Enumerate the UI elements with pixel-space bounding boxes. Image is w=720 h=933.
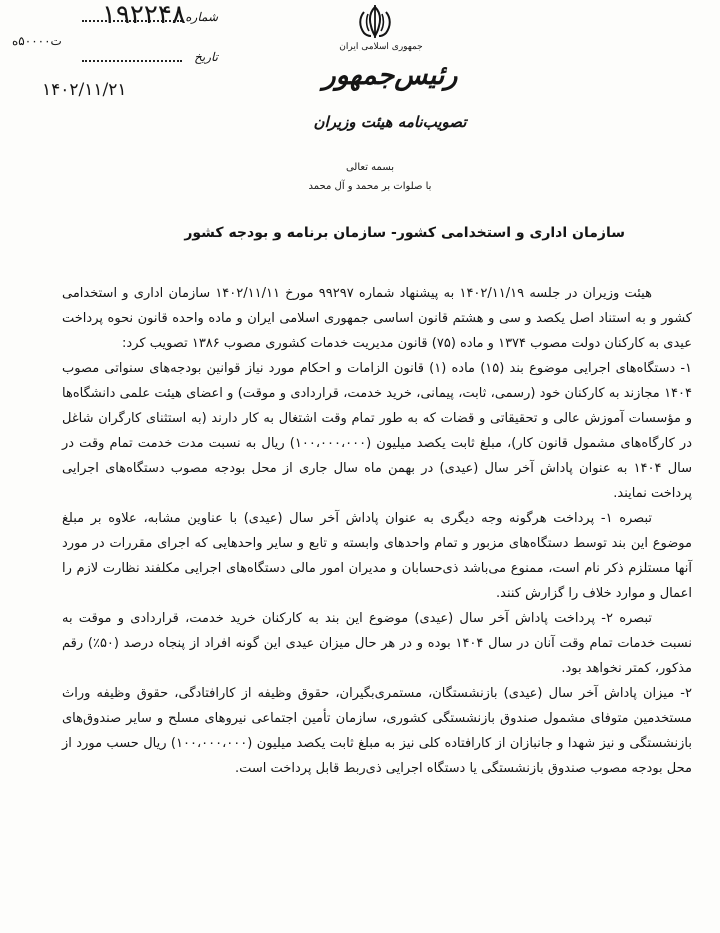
reference-date-value: ۱۴۰۲/۱۱/۲۱ <box>42 80 127 100</box>
reference-date-line <box>12 46 232 68</box>
cabinet-decree-title: تصویب‌نامه هیئت وزیران <box>313 113 467 131</box>
iran-emblem-icon <box>355 4 395 40</box>
reference-number: ۱۹۲۲۴۸ <box>102 0 186 30</box>
note-1-paragraph: تبصره ۱- پرداخت هرگونه وجه دیگری به عنوان پاداش آخر سال (عیدی) با عناوین مشابه، علاوه بر مبلغ موضوع این بند توسط دستگاه‌های مزبور و تمام واحدهای وابسته و تابع و سایر واحدهایی که اجرای مقررات در مورد آنها مستلزم ذکر نام است، ممنوع می‌باشد ذی‌حسابان و مدیران امور مالی دستگاه‌های اجرایی مکلفند نظارت لازم را اعمال و موارد خلاف را گزارش کنند. <box>62 511 692 601</box>
president-title: رئیس‌جمهور <box>322 60 458 91</box>
item-2-paragraph: ۲- میزان پاداش آخر سال (عیدی) بازنشستگان، مستمری‌بگیران، حقوق وظیفه از کارافتادگی، حقوق وظیفه وراث مستخدمین متوفای مشمول صندوق بازنشستگی کشوری، سازمان تأمین اجتماعی نیروهای مسلح و سایر صندوق‌های بازنشستگی و نیز شهدا و جانبازان از کارافتاده کلی نیز به مبلغ ثابت یکصد میلیون (۱۰۰،۰۰۰،۰۰۰) ریال حسب مورد از محل بودجه مصوب صندوق بازنشستگی یا دستگاه اجرایی ذی‌ربط قابل پرداخت است. <box>62 686 692 776</box>
reference-date-dotted-line <box>82 60 182 62</box>
bismillah-line: بسمه تعالی <box>345 162 395 173</box>
salawat-line: با صلوات بر محمد و آل محمد <box>308 181 432 192</box>
reference-number-label: شماره <box>185 10 218 24</box>
decree-body <box>62 281 692 781</box>
republic-title: جمهوری اسلامی ایران <box>339 42 423 52</box>
reference-date-label: تاریخ <box>194 50 218 64</box>
note-2-paragraph: تبصره ۲- پرداخت پاداش آخر سال (عیدی) موضوع این بند به کارکنان خرید خدمت، قراردادی و موقت به نسبت خدمات تمام وقت آنان در سال ۱۴۰۴ بوده و در هر حال میزان عیدی این گونه افراد از پنجاه درصد (۵۰٪) رقم مذکور، کمتر نخواهد بود. <box>62 611 692 676</box>
item-1-paragraph: ۱- دستگاه‌های اجرایی موضوع بند (۱۵) ماده (۱) قانون الزامات و احکام مورد نیاز قوانین بودجه‌های سنواتی مصوب ۱۴۰۴ مجازند به کارکنان خود (رسمی، ثابت، پیمانی، خرید خدمت، قراردادی و موقت) و اعضای هیئت علمی دانشگاه‌ها و مؤسسات آموزش عالی و تحقیقاتی و قضات که به طور تمام وقت اشتغال به کار دارند (به استثنای کارگران شاغل در کارگاه‌های مشمول قانون کار)، مبلغ ثابت یکصد میلیون (۱۰۰،۰۰۰،۰۰۰) ریال به نسبت مدت خدمت تمام وقت در سال ۱۴۰۴ به عنوان پاداش آخر سال (عیدی) در بهمن ماه سال جاری از محل بودجه مصوب دستگاه‌های اجرایی پرداخت نمایند. <box>62 361 693 501</box>
reference-block <box>12 0 232 100</box>
reference-attachment: ت۵۰۰۰۰ه <box>12 34 62 48</box>
preamble-paragraph: هیئت وزیران در جلسه ۱۴۰۲/۱۱/۱۹ به پیشنهاد شماره ۹۹۲۹۷ مورخ ۱۴۰۲/۱۱/۱۱ سازمان اداری و استخدامی کشور و به استناد اصل یکصد و سی و هشتم قانون اساسی جمهوری اسلامی ایران و ماده واحده قانون نحوه پرداخت عیدی به کارکنان دولت مصوب ۱۳۷۴ و ماده (۷۵) قانون مدیریت خدمات کشوری مصوب ۱۳۸۶ تصویب کرد: <box>62 286 692 351</box>
reference-dotted-line <box>82 20 182 22</box>
reference-number-line <box>12 0 232 30</box>
addressee-line: سازمان اداری و استخدامی کشور- سازمان برنامه و بودجه کشور <box>184 225 625 241</box>
